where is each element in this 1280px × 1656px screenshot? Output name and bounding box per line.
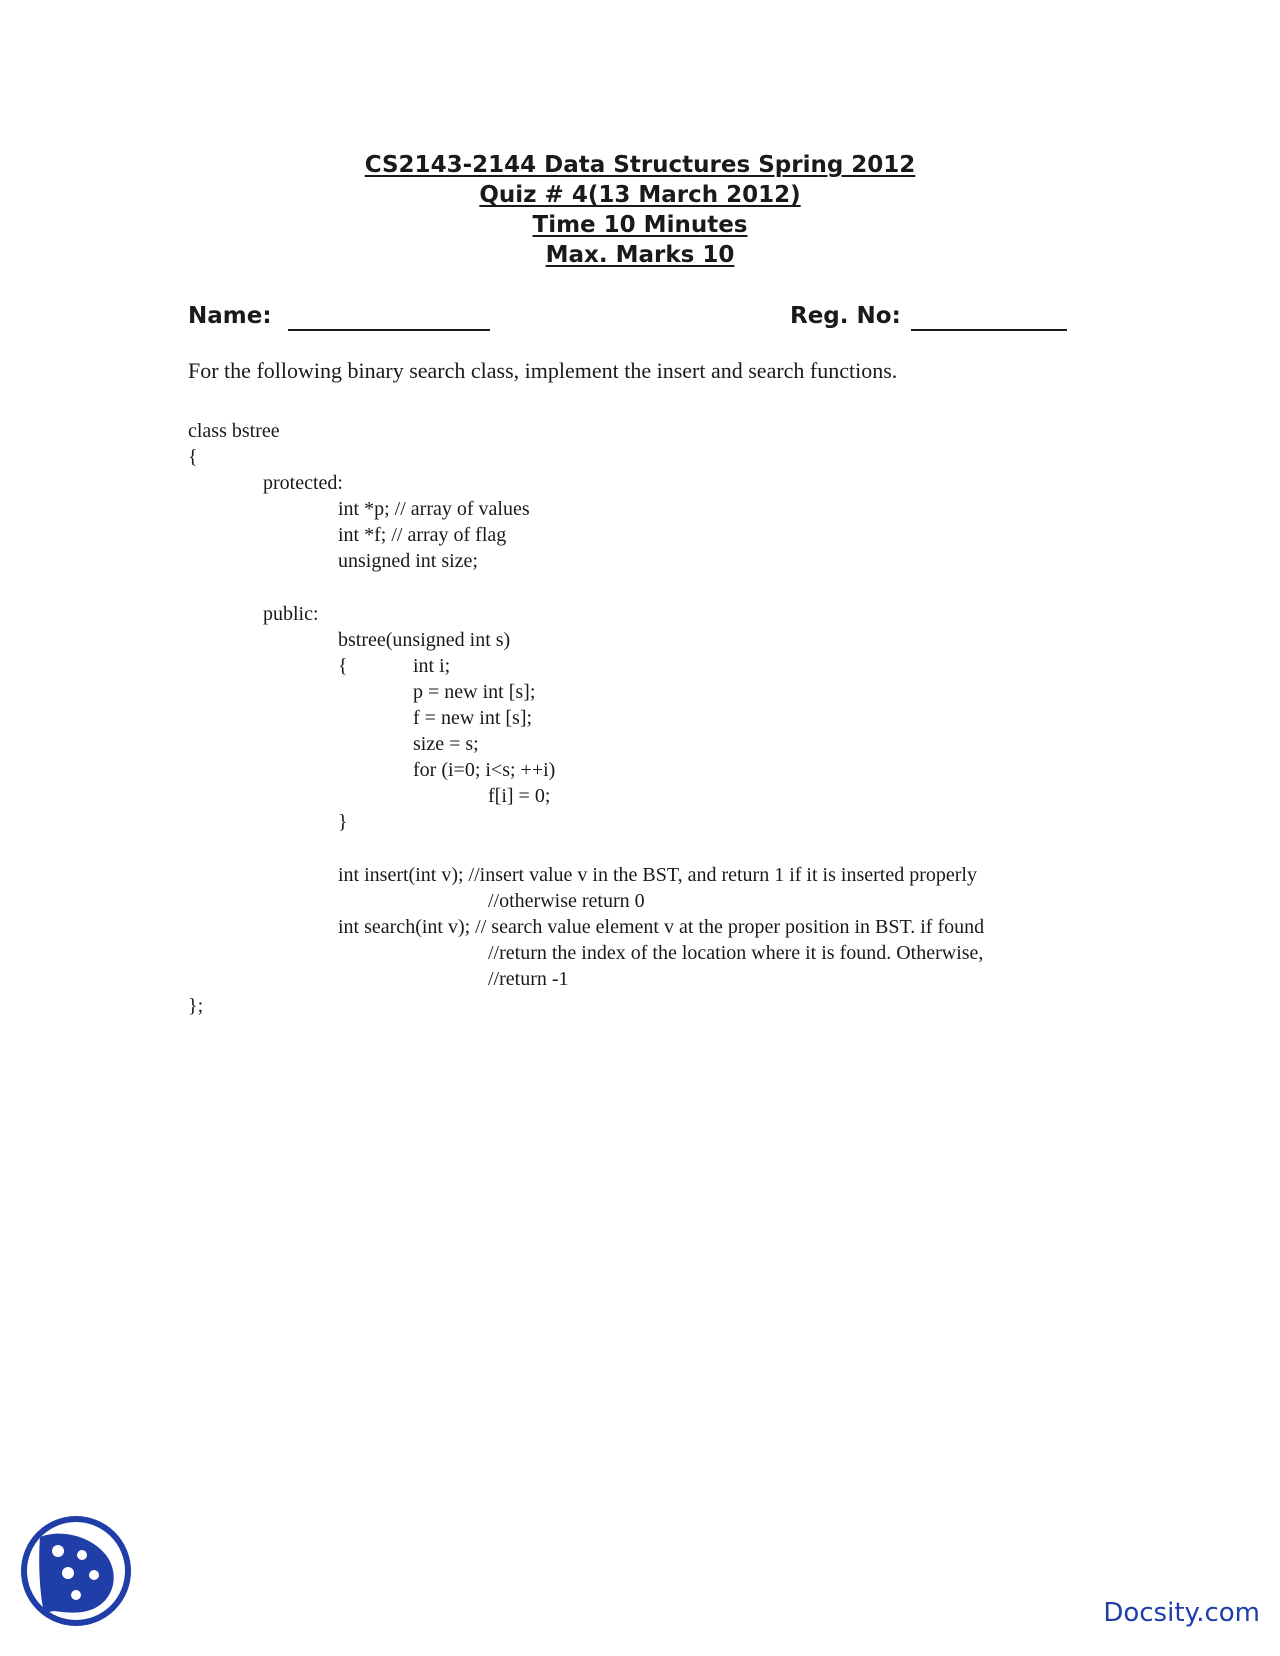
code-public: public: — [263, 603, 319, 625]
code-size-decl: unsigned int size; — [338, 550, 478, 572]
code-search-decl: int search(int v); // search value element v at the proper position in BST. if found — [338, 916, 985, 938]
quiz-title: Quiz # 4(13 March 2012) — [479, 182, 801, 208]
reg-no-label: Reg. No: — [790, 303, 901, 329]
code-for-loop: for (i=0; i<s; ++i) — [413, 759, 556, 781]
code-ctor-close: } — [338, 811, 348, 833]
reg-no-blank[interactable] — [911, 305, 1067, 331]
quiz-time: Time 10 Minutes — [532, 212, 748, 238]
docsity-logo-icon[interactable] — [20, 1515, 132, 1627]
code-ctor-brace: { — [338, 655, 348, 677]
code-ctor: bstree(unsigned int s) — [338, 629, 511, 651]
code-protected: protected: — [263, 472, 343, 494]
name-field — [188, 301, 490, 331]
code-open-brace: { — [188, 446, 198, 468]
question-prompt: For the following binary search class, implement the insert and search functions. — [188, 358, 898, 383]
code-int-i: int i; — [413, 655, 451, 677]
code-size-assign: size = s; — [413, 733, 479, 755]
code-f-zero: f[i] = 0; — [488, 785, 551, 807]
code-class-decl: class bstree — [188, 420, 280, 442]
code-p-decl: int *p; // array of values — [338, 498, 530, 520]
quiz-heading — [0, 150, 1280, 270]
name-blank[interactable] — [288, 305, 490, 331]
code-search-comment-2: //return -1 — [488, 968, 569, 990]
course-title: CS2143-2144 Data Structures Spring 2012 — [364, 152, 916, 178]
code-f-decl: int *f; // array of flag — [338, 524, 507, 546]
code-p-new: p = new int [s]; — [413, 681, 536, 703]
code-close: }; — [188, 995, 204, 1017]
quiz-marks: Max. Marks 10 — [545, 242, 735, 268]
reg-no-field — [790, 301, 1067, 331]
code-insert-comment: //otherwise return 0 — [488, 890, 645, 912]
code-f-new: f = new int [s]; — [413, 707, 533, 729]
code-insert-decl: int insert(int v); //insert value v in the BST, and return 1 if it is inserted properly — [338, 864, 977, 886]
name-label: Name: — [188, 303, 272, 329]
docsity-brand-link[interactable]: Docsity.com — [1103, 1598, 1260, 1628]
code-search-comment-1: //return the index of the location where it is found. Otherwise, — [488, 942, 984, 964]
